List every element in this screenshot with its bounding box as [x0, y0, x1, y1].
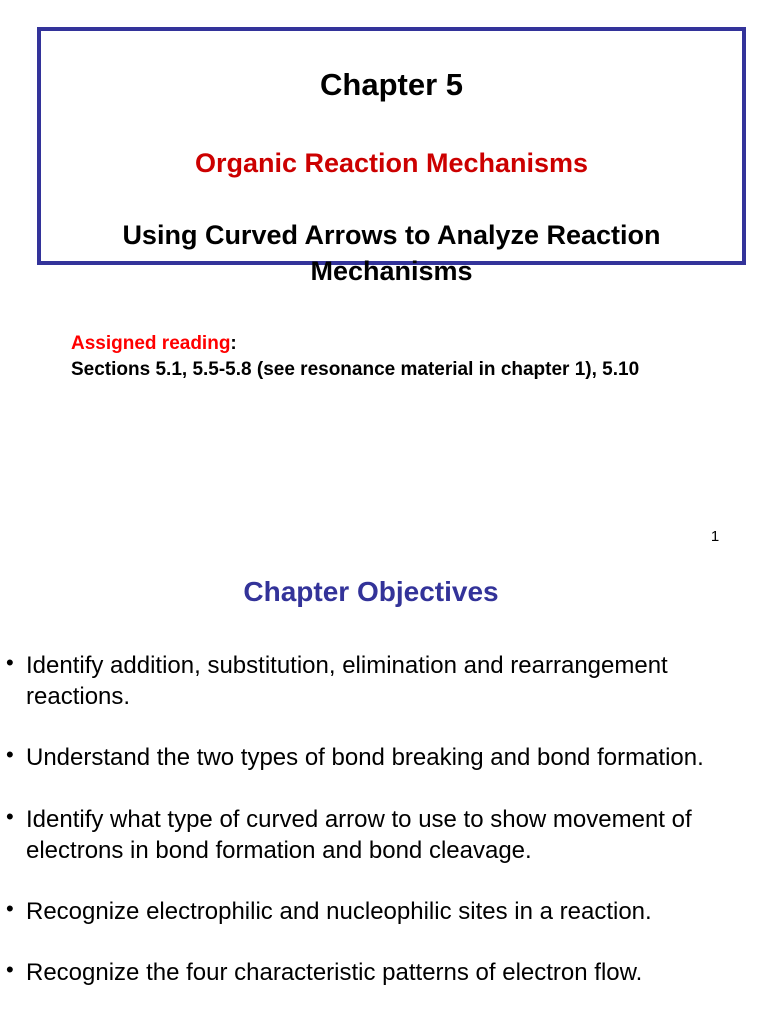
assigned-reading-sections: Sections 5.1, 5.5-5.8 (see resonance material in chapter 1), 5.10 — [71, 359, 640, 380]
objective-item — [0, 896, 768, 927]
assigned-reading-header — [71, 331, 751, 357]
assigned-reading-label: Assigned reading — [71, 333, 231, 354]
objective-line: Understand the two types of bond breaking and bond formation. — [26, 744, 704, 771]
bullet-icon: • — [6, 804, 14, 829]
objectives-title: Chapter Objectives — [243, 576, 499, 607]
bullet-icon: • — [6, 896, 14, 921]
objective-item — [0, 742, 768, 773]
objective-line: electrons in bond formation and bond cleavage. — [26, 837, 532, 864]
objectives-list — [0, 650, 768, 988]
objective-text — [26, 957, 642, 988]
objective-text — [26, 896, 652, 927]
objective-item — [0, 804, 768, 866]
objective-text — [26, 650, 668, 712]
chapter-title: Chapter 5 — [320, 67, 463, 102]
page-number: 1 — [710, 528, 720, 545]
objective-text — [26, 742, 704, 773]
chapter-heading: Using Curved Arrows to Analyze Reaction Mechanisms — [122, 220, 661, 286]
objective-line: reactions. — [26, 683, 131, 710]
objective-line: Identify what type of curved arrow to use to show movement of — [26, 806, 692, 833]
objective-item — [0, 957, 768, 988]
objective-item — [0, 650, 768, 712]
objective-text — [26, 804, 692, 866]
title-box — [37, 27, 746, 286]
bullet-icon: • — [6, 957, 14, 982]
assigned-reading-colon: : — [230, 333, 237, 354]
bullet-icon: • — [6, 650, 14, 675]
objective-line: Identify addition, substitution, elimination and rearrangement — [26, 652, 668, 679]
objective-line: Recognize the four characteristic patterns of electron flow. — [26, 959, 643, 986]
chapter-subtitle: Organic Reaction Mechanisms — [194, 148, 589, 178]
bullet-icon: • — [6, 742, 14, 767]
objective-line: Recognize electrophilic and nucleophilic sites in a reaction. — [26, 898, 652, 925]
assigned-reading — [71, 331, 751, 383]
